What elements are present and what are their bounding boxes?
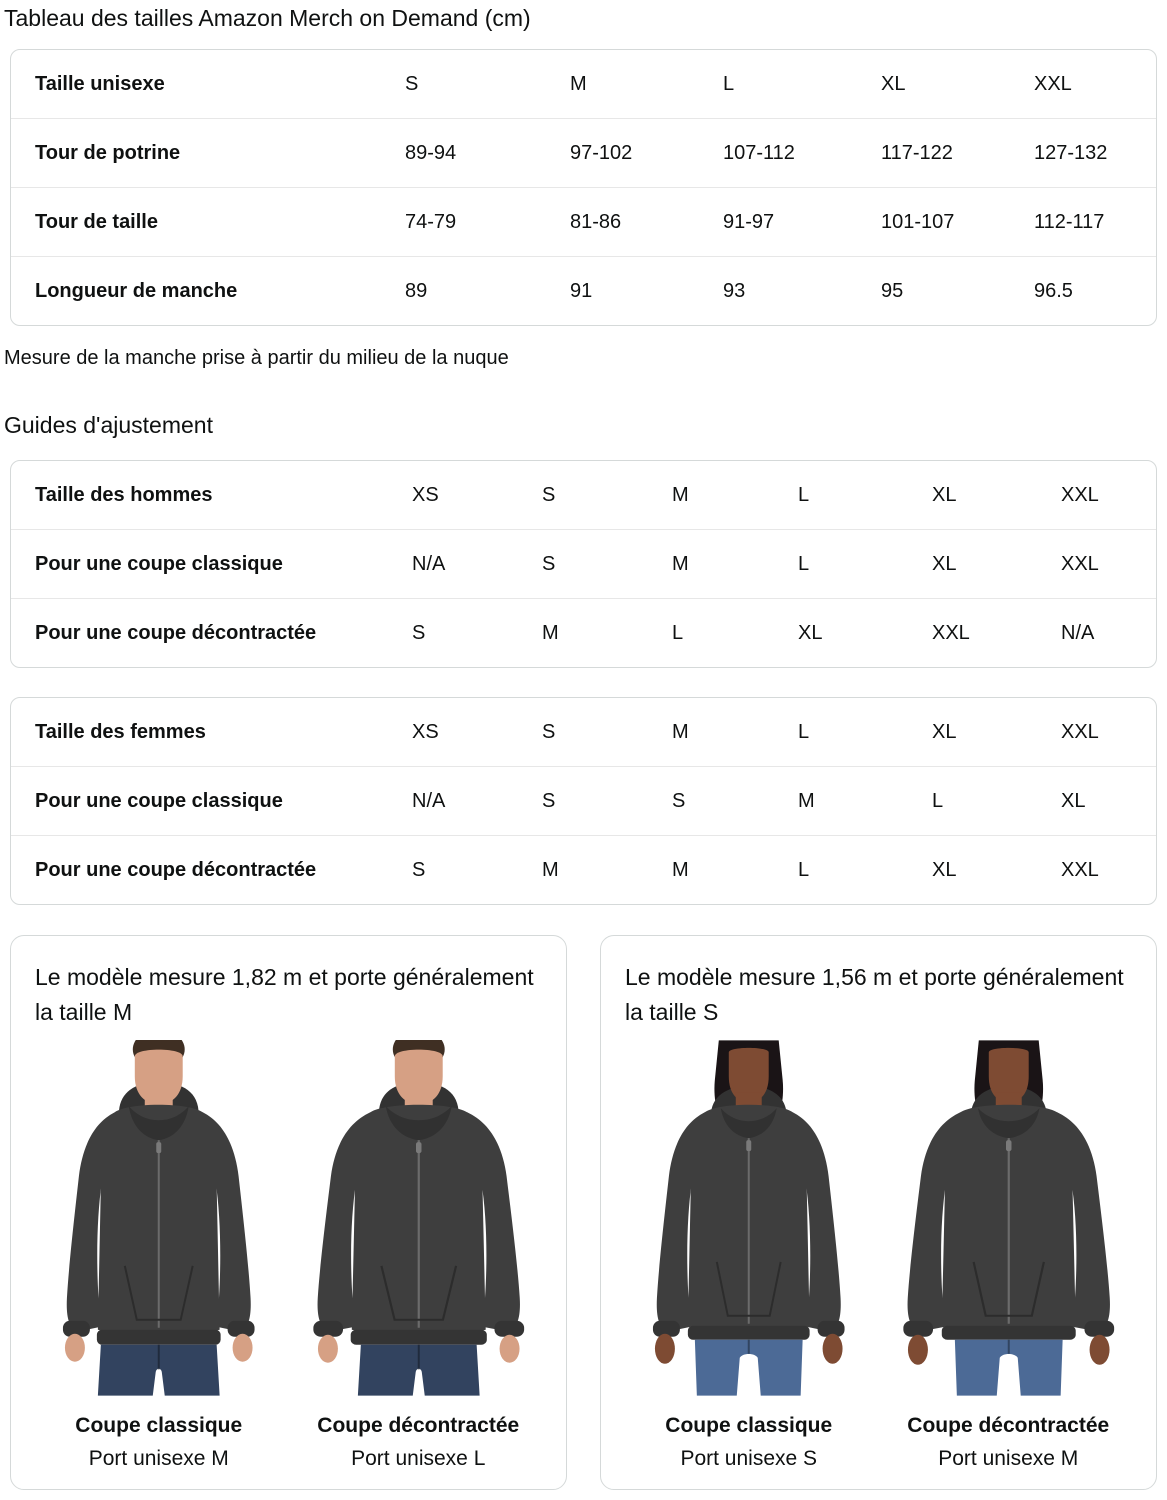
size-cell: N/A xyxy=(412,789,446,812)
table-row xyxy=(11,187,1156,256)
size-cell: S xyxy=(542,789,556,812)
size-cell: S xyxy=(542,720,556,743)
model-photos xyxy=(35,1040,542,1471)
row-label: Taille des femmes xyxy=(35,720,206,743)
table-row xyxy=(11,529,1156,598)
size-cell: XL xyxy=(932,720,957,743)
size-cell: M xyxy=(542,621,559,644)
size-cell: L xyxy=(798,483,810,506)
size-cell: 91 xyxy=(570,279,593,302)
male-classic-fit-photo xyxy=(35,1040,283,1396)
photo-men-relaxed xyxy=(295,1040,543,1471)
size-cell: M xyxy=(672,483,689,506)
male-relaxed-fit-photo xyxy=(295,1040,543,1396)
size-cell: S xyxy=(542,552,556,575)
table-row xyxy=(11,835,1156,904)
size-cell: XXL xyxy=(1061,552,1099,575)
size-caption: Port unisexe L xyxy=(351,1447,486,1470)
photo-men-classic xyxy=(35,1040,283,1471)
female-classic-fit-photo xyxy=(625,1040,873,1396)
fit-caption: Coupe classique xyxy=(75,1414,243,1437)
size-cell: M xyxy=(798,789,815,812)
size-cell: 97-102 xyxy=(570,141,633,164)
size-cell: XL xyxy=(881,72,906,95)
size-cell: 89 xyxy=(405,279,428,302)
row-label: Pour une coupe classique xyxy=(35,789,283,812)
size-caption: Port unisexe M xyxy=(938,1447,1079,1470)
size-cell: XS xyxy=(412,483,439,506)
size-cell: 96.5 xyxy=(1034,279,1073,302)
size-cell: S xyxy=(412,621,426,644)
size-cell: L xyxy=(723,72,735,95)
size-cell: XXL xyxy=(1061,483,1099,506)
size-cell: N/A xyxy=(412,552,446,575)
table-row xyxy=(11,461,1156,529)
size-cell: XL xyxy=(932,552,957,575)
size-cell: L xyxy=(932,789,944,812)
photo-women-relaxed xyxy=(885,1040,1133,1471)
size-cell: XL xyxy=(932,483,957,506)
female-relaxed-fit-photo xyxy=(885,1040,1133,1396)
size-cell: L xyxy=(798,720,810,743)
size-cell: S xyxy=(672,789,686,812)
size-cell: XS xyxy=(412,720,439,743)
size-cell: 107-112 xyxy=(723,141,795,164)
fit-caption: Coupe décontractée xyxy=(907,1414,1110,1437)
size-cell: L xyxy=(672,621,684,644)
size-cell: S xyxy=(412,858,426,881)
row-label: Pour une coupe classique xyxy=(35,552,283,575)
sleeve-measure-note: Mesure de la manche prise à partir du milieu de la nuque xyxy=(4,347,509,369)
size-cell: L xyxy=(798,858,810,881)
women-fit-table xyxy=(10,697,1157,905)
table-row xyxy=(11,50,1156,118)
table-row xyxy=(11,256,1156,325)
size-cell: L xyxy=(798,552,810,575)
fit-caption: Coupe classique xyxy=(665,1414,833,1437)
model-card-men xyxy=(10,935,567,1490)
table-row xyxy=(11,766,1156,835)
men-fit-table xyxy=(10,460,1157,668)
row-label: Tour de potrine xyxy=(35,141,181,164)
model-description: Le modèle mesure 1,82 m et porte généralement la taille M xyxy=(35,964,534,1025)
size-cell: XL xyxy=(1061,789,1086,812)
unisex-size-table xyxy=(10,49,1157,326)
size-caption: Port unisexe M xyxy=(88,1447,229,1470)
model-photos xyxy=(625,1040,1132,1471)
size-caption: Port unisexe S xyxy=(680,1447,818,1470)
page-title: Tableau des tailles Amazon Merch on Demand (cm) xyxy=(4,5,531,31)
row-label: Pour une coupe décontractée xyxy=(35,621,317,644)
size-cell: 74-79 xyxy=(405,210,457,233)
model-cards xyxy=(10,935,1157,1490)
size-cell: XXL xyxy=(1061,720,1099,743)
row-label: Taille unisexe xyxy=(35,72,165,95)
photo-women-classic xyxy=(625,1040,873,1471)
size-cell: S xyxy=(405,72,419,95)
table-row xyxy=(11,118,1156,187)
size-cell: XXL xyxy=(1034,72,1072,95)
row-label: Taille des hommes xyxy=(35,483,213,506)
size-cell: M xyxy=(672,858,689,881)
row-label: Pour une coupe décontractée xyxy=(35,858,317,881)
size-cell: M xyxy=(672,552,689,575)
size-cell: 127-132 xyxy=(1034,141,1108,164)
size-cell: 117-122 xyxy=(881,141,953,164)
size-cell: S xyxy=(542,483,556,506)
size-cell: 112-117 xyxy=(1034,210,1105,233)
size-cell: XL xyxy=(932,858,957,881)
model-card-women xyxy=(600,935,1157,1490)
size-cell: M xyxy=(570,72,587,95)
size-cell: 91-97 xyxy=(723,210,775,233)
size-cell: XXL xyxy=(1061,858,1099,881)
size-cell: 89-94 xyxy=(405,141,457,164)
size-cell: 95 xyxy=(881,279,904,302)
size-cell: XXL xyxy=(932,621,970,644)
size-cell: M xyxy=(672,720,689,743)
size-cell: 93 xyxy=(723,279,746,302)
size-cell: XL xyxy=(798,621,823,644)
row-label: Tour de taille xyxy=(35,210,158,233)
table-row xyxy=(11,698,1156,766)
size-cell: M xyxy=(542,858,559,881)
fit-guides-heading: Guides d'ajustement xyxy=(4,412,213,438)
size-cell: N/A xyxy=(1061,621,1095,644)
size-cell: 81-86 xyxy=(570,210,622,233)
fit-caption: Coupe décontractée xyxy=(317,1414,520,1437)
size-cell: 101-107 xyxy=(881,210,955,233)
row-label: Longueur de manche xyxy=(35,279,238,302)
model-description: Le modèle mesure 1,56 m et porte généralement la taille S xyxy=(625,964,1124,1025)
table-row xyxy=(11,598,1156,667)
